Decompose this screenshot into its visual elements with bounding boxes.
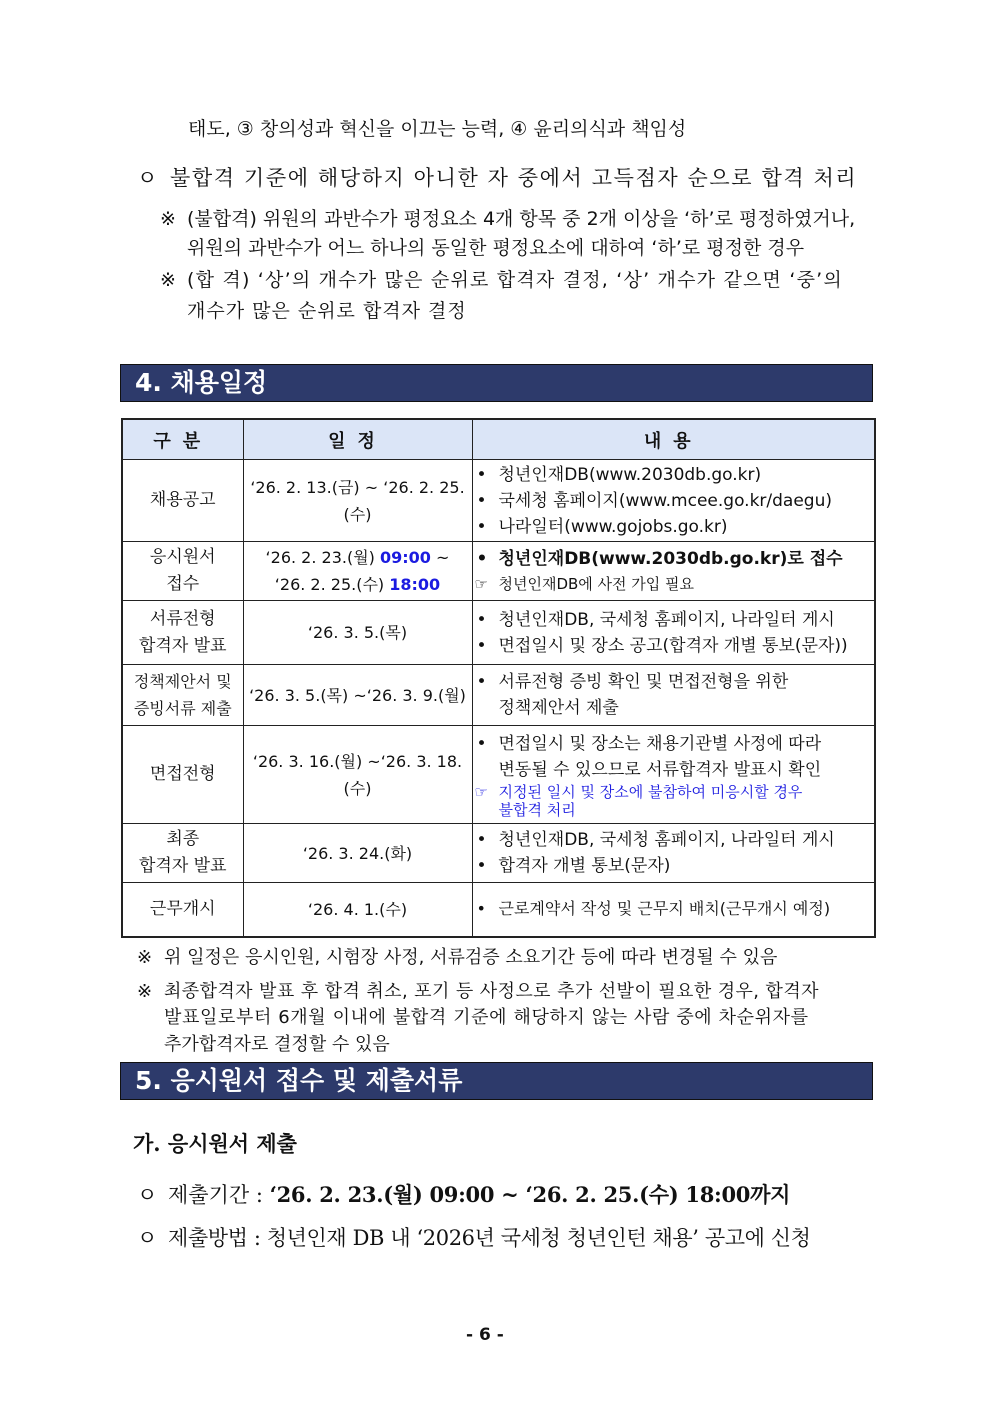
criteria-text: 불합격 기준에 해당하지 아니한 자 중에서 고득점자 순으로 합격 처리 [170,166,858,190]
table-header-row [122,419,875,460]
row-date: ‘26. 2. 13.(금) ~ ‘26. 2. 25.(수) [243,460,472,542]
note-item [473,783,875,819]
additional-pass-note-2: 발표일로부터 6개월 이내에 불합격 기준에 해당하지 않는 사람 중에 차순위자를 [164,1007,809,1028]
table-row [122,542,875,601]
period-bullet-marker: ㅇ [137,1183,158,1207]
list-item-continuation: 변동될 수 있으므로 서류합격자 발표시 확인 [498,759,822,780]
intro-line-1: 태도, ③ 창의성과 혁신을 이끄는 능력, ④ 윤리의식과 책임성 [188,118,687,140]
fail-note-line-2: 위원의 과반수가 어느 하나의 동일한 평정요소에 대하여 ‘하’로 평정한 경우 [187,237,805,259]
fail-note-line-1: (불합격) 위원의 과반수가 평정요소 4개 항목 중 2개 이상을 ‘하’로 평정하였거나, [187,208,856,230]
row-content [472,665,875,726]
note-text: 청년인재DB에 사전 가입 필요 [498,575,695,593]
list-item: • 면접일시 및 장소는 채용기관별 사정에 따라 [473,731,875,757]
note-marker-4: ※ [137,981,153,1002]
row-date: ‘26. 3. 5.(목) [243,601,472,665]
note-item [473,572,875,596]
additional-pass-note-1: 최종합격자 발표 후 합격 취소, 포기 등 사정으로 추가 선발이 필요한 경우, 합격자 [164,981,819,1002]
row-date: ‘26. 4. 1.(수) [243,883,472,937]
page-number: - 6 - [466,1325,504,1345]
category-text: 근무개시 [149,898,216,919]
row-content [472,883,875,937]
row-date: ‘26. 3. 5.(목) ~‘26. 3. 9.(월) [243,665,472,726]
row-category [122,542,243,601]
list-item: • 나라일터(www.gojobs.go.kr) [473,514,875,540]
pass-note-line-2: 개수가 많은 순위로 합격자 결정 [187,300,467,322]
row-content [472,726,875,824]
row-category [122,460,243,542]
category-text: 서류전형 [149,608,216,629]
header-content: 내용 [472,419,875,460]
list-item-continuation: 정책제안서 제출 [498,698,619,718]
table-row [122,726,875,824]
criteria-bullet-marker: ㅇ [137,166,158,190]
list-item: • 면접일시 및 장소 공고(합격자 개별 통보(문자)) [473,633,875,659]
row-content [472,542,875,601]
note-marker-2: ※ [160,269,176,291]
row-category [122,601,243,665]
submission-period [168,1181,790,1209]
list-item: • 근로계약서 작성 및 근무지 배치(근무개시 예정) [473,896,875,922]
schedule-change-note: 위 일정은 응시인원, 시험장 사정, 서류검증 소요기간 등에 따라 변경될 수 있음 [164,947,778,968]
category-text: 면접전형 [149,764,216,784]
row-category [122,665,243,726]
category-text: 응시원서 [149,547,216,567]
submission-method: 제출방법 : 청년인재 DB 내 ‘2026년 국세청 청년인턴 채용’ 공고에 신청 [168,1226,811,1250]
table-row [122,665,875,726]
row-category [122,883,243,937]
list-item: • 청년인재DB(www.2030db.go.kr)로 접수 [473,546,875,572]
pointing-hand-icon: ☞ [474,575,488,593]
note-marker-1: ※ [160,208,176,230]
method-bullet-marker: ㅇ [137,1226,158,1250]
start-time: 09:00 [380,548,431,567]
table-row [122,601,875,665]
category-text: 합격자 발표 [138,856,227,876]
header-category: 구분 [122,419,243,460]
list-item: • 서류전형 증빙 확인 및 면접전형을 위한 [473,669,875,695]
list-item: • 국세청 홈페이지(www.mcee.go.kr/daegu) [473,488,875,514]
table-row [122,460,875,542]
note-text: 불합격 처리 [498,800,576,819]
category-text: 정책제안서 및 [133,672,232,691]
list-item: • 청년인재DB, 국세청 홈페이지, 나라일터 게시 [473,827,875,853]
section-4-heading: 4. 채용일정 [120,364,873,402]
row-date: ‘26. 3. 16.(월) ~‘26. 3. 18.(수) [243,726,472,824]
pass-note-line-1: (합 격) ‘상’의 개수가 많은 순위로 합격자 결정, ‘상’ 개수가 같으면 ‘중’의 [187,269,843,291]
row-date [243,542,472,601]
row-content [472,824,875,883]
row-category [122,824,243,883]
note-marker-3: ※ [137,947,153,968]
row-category [122,726,243,824]
schedule-table [121,418,876,938]
category-text: 채용공고 [149,490,216,510]
category-text: 접수 [166,574,200,594]
list-item: • 합격자 개별 통보(문자) [473,853,875,879]
row-content [472,601,875,665]
period-label: 제출기간 : [168,1183,270,1207]
header-date: 일정 [243,419,472,460]
row-date: ‘26. 3. 24.(화) [243,824,472,883]
end-time: 18:00 [389,575,441,594]
category-text: 증빙서류 제출 [133,699,232,718]
date-text: ‘26. 2. 23.(월) [265,548,380,567]
list-item: • 청년인재DB, 국세청 홈페이지, 나라일터 게시 [473,607,875,633]
pointing-hand-icon: ☞ [474,782,488,801]
table-row [122,883,875,937]
note-text: 지정된 일시 및 장소에 불참하여 미응시할 경우 [498,782,803,801]
date-text: ~ [430,548,450,567]
subsection-a-title: 가. 응시원서 제출 [133,1131,297,1156]
additional-pass-note-3: 추가합격자로 결정할 수 있음 [164,1034,390,1055]
category-text: 최종 [166,829,200,849]
row-content [472,460,875,542]
section-5-heading: 5. 응시원서 접수 및 제출서류 [120,1062,873,1100]
period-value: ‘26. 2. 23.(월) 09:00 ~ ‘26. 2. 25.(수) 18:00까지 [269,1182,791,1207]
date-text: ‘26. 2. 25.(수) [274,575,390,594]
list-item: • 청년인재DB(www.2030db.go.kr) [473,462,875,488]
category-text: 합격자 발표 [138,635,227,656]
table-row [122,824,875,883]
